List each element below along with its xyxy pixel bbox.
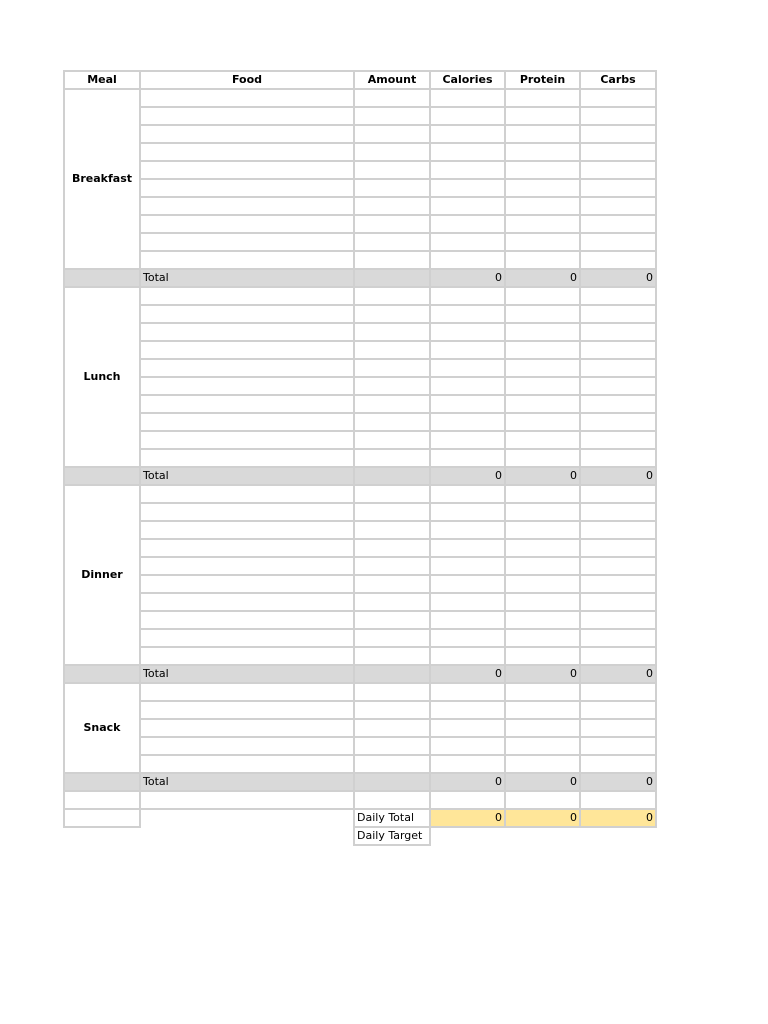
snack-amount-cell[interactable] (354, 737, 430, 755)
lunch-calories-cell[interactable] (430, 305, 505, 323)
lunch-food-cell[interactable] (140, 395, 354, 413)
breakfast-carbs-cell[interactable] (580, 251, 656, 269)
dinner-amount-cell[interactable] (354, 593, 430, 611)
dinner-calories-cell[interactable] (430, 647, 505, 665)
dinner-amount-cell[interactable] (354, 503, 430, 521)
lunch-protein-cell[interactable] (505, 305, 580, 323)
dinner-food-cell[interactable] (140, 629, 354, 647)
header-protein: Protein (505, 71, 580, 89)
lunch-amount-cell[interactable] (354, 431, 430, 449)
lunch-calories-cell[interactable] (430, 449, 505, 467)
dinner-food-cell[interactable] (140, 485, 354, 503)
lunch-amount-cell[interactable] (354, 377, 430, 395)
breakfast-carbs-cell[interactable] (580, 125, 656, 143)
dinner-calories-cell[interactable] (430, 485, 505, 503)
lunch-carbs-cell[interactable] (580, 377, 656, 395)
snack-protein-cell[interactable] (505, 719, 580, 737)
lunch-total-amount (354, 467, 430, 485)
header-row (64, 71, 656, 89)
dinner-total-amount (354, 665, 430, 683)
lunch-carbs-cell[interactable] (580, 413, 656, 431)
header-carbs: Carbs (580, 71, 656, 89)
dinner-carbs-cell[interactable] (580, 503, 656, 521)
header-food: Food (140, 71, 354, 89)
dinner-food-cell[interactable] (140, 521, 354, 539)
lunch-protein-cell[interactable] (505, 431, 580, 449)
lunch-amount-cell[interactable] (354, 323, 430, 341)
breakfast-entry-row (64, 161, 656, 179)
dinner-protein-cell[interactable] (505, 611, 580, 629)
dinner-carbs-cell[interactable] (580, 557, 656, 575)
lunch-entry-row (64, 323, 656, 341)
breakfast-food-cell[interactable] (140, 125, 354, 143)
breakfast-protein-cell[interactable] (505, 143, 580, 161)
lunch-total-protein: 0 (505, 467, 580, 485)
breakfast-amount-cell[interactable] (354, 143, 430, 161)
dinner-carbs-cell[interactable] (580, 647, 656, 665)
daily-total-calories: 0 (430, 809, 505, 827)
breakfast-carbs-cell[interactable] (580, 161, 656, 179)
lunch-protein-cell[interactable] (505, 323, 580, 341)
lunch-amount-cell[interactable] (354, 359, 430, 377)
daily-target-gap (430, 827, 505, 845)
daily-total-carbs: 0 (580, 809, 656, 827)
snack-entry-row (64, 737, 656, 755)
dinner-total-label: Total (140, 665, 354, 683)
snack-calories-cell[interactable] (430, 719, 505, 737)
snack-carbs-cell[interactable] (580, 719, 656, 737)
dinner-protein-cell[interactable] (505, 503, 580, 521)
breakfast-total-meal-cell (64, 269, 140, 287)
dinner-food-cell[interactable] (140, 647, 354, 665)
lunch-entry-row (64, 377, 656, 395)
breakfast-calories-cell[interactable] (430, 125, 505, 143)
dinner-entry-row (64, 521, 656, 539)
lunch-total-meal-cell (64, 467, 140, 485)
spacer-cell[interactable] (354, 791, 430, 809)
lunch-protein-cell[interactable] (505, 377, 580, 395)
header-amount: Amount (354, 71, 430, 89)
breakfast-protein-cell[interactable] (505, 197, 580, 215)
breakfast-total-carbs: 0 (580, 269, 656, 287)
dinner-food-cell[interactable] (140, 557, 354, 575)
breakfast-carbs-cell[interactable] (580, 89, 656, 107)
snack-total-protein: 0 (505, 773, 580, 791)
lunch-food-cell[interactable] (140, 341, 354, 359)
dinner-food-cell[interactable] (140, 503, 354, 521)
lunch-protein-cell[interactable] (505, 359, 580, 377)
dinner-entry-row (64, 485, 656, 503)
snack-carbs-cell[interactable] (580, 683, 656, 701)
dinner-total-carbs: 0 (580, 665, 656, 683)
spacer-cell[interactable] (505, 791, 580, 809)
snack-protein-cell[interactable] (505, 683, 580, 701)
breakfast-amount-cell[interactable] (354, 179, 430, 197)
dinner-amount-cell[interactable] (354, 575, 430, 593)
breakfast-entry-row (64, 179, 656, 197)
breakfast-total-protein: 0 (505, 269, 580, 287)
dinner-carbs-cell[interactable] (580, 593, 656, 611)
meal-planner-sheet (63, 70, 657, 846)
snack-carbs-cell[interactable] (580, 755, 656, 773)
lunch-calories-cell[interactable] (430, 395, 505, 413)
breakfast-protein-cell[interactable] (505, 179, 580, 197)
dinner-calories-cell[interactable] (430, 593, 505, 611)
lunch-meal-label: Lunch (64, 287, 140, 467)
breakfast-protein-cell[interactable] (505, 233, 580, 251)
snack-meal-label: Snack (64, 683, 140, 773)
dinner-calories-cell[interactable] (430, 503, 505, 521)
lunch-amount-cell[interactable] (354, 449, 430, 467)
breakfast-carbs-cell[interactable] (580, 179, 656, 197)
snack-carbs-cell[interactable] (580, 737, 656, 755)
lunch-food-cell[interactable] (140, 323, 354, 341)
dinner-total-meal-cell (64, 665, 140, 683)
lunch-food-cell[interactable] (140, 305, 354, 323)
dinner-amount-cell[interactable] (354, 485, 430, 503)
breakfast-amount-cell[interactable] (354, 197, 430, 215)
snack-total-amount (354, 773, 430, 791)
breakfast-entry-row (64, 107, 656, 125)
breakfast-amount-cell[interactable] (354, 125, 430, 143)
snack-entry-row (64, 701, 656, 719)
lunch-carbs-cell[interactable] (580, 287, 656, 305)
breakfast-food-cell[interactable] (140, 215, 354, 233)
lunch-food-cell[interactable] (140, 449, 354, 467)
dinner-total-row (64, 665, 656, 683)
breakfast-entry-row (64, 143, 656, 161)
lunch-carbs-cell[interactable] (580, 395, 656, 413)
lunch-entry-row (64, 359, 656, 377)
daily-total-blank-cell[interactable] (64, 809, 140, 827)
dinner-meal-label: Dinner (64, 485, 140, 665)
header-meal: Meal (64, 71, 140, 89)
snack-entry-row (64, 755, 656, 773)
breakfast-calories-cell[interactable] (430, 89, 505, 107)
breakfast-amount-cell[interactable] (354, 107, 430, 125)
snack-food-cell[interactable] (140, 683, 354, 701)
breakfast-amount-cell[interactable] (354, 89, 430, 107)
breakfast-food-cell[interactable] (140, 179, 354, 197)
snack-food-cell[interactable] (140, 755, 354, 773)
breakfast-amount-cell[interactable] (354, 215, 430, 233)
lunch-amount-cell[interactable] (354, 341, 430, 359)
dinner-protein-cell[interactable] (505, 629, 580, 647)
breakfast-calories-cell[interactable] (430, 107, 505, 125)
lunch-food-cell[interactable] (140, 431, 354, 449)
breakfast-entry-row (64, 233, 656, 251)
daily-target-gap-1 (64, 827, 140, 845)
lunch-total-carbs: 0 (580, 467, 656, 485)
dinner-calories-cell[interactable] (430, 539, 505, 557)
breakfast-calories-cell[interactable] (430, 143, 505, 161)
lunch-calories-cell[interactable] (430, 377, 505, 395)
dinner-carbs-cell[interactable] (580, 521, 656, 539)
snack-entry-row (64, 719, 656, 737)
spacer-cell[interactable] (64, 791, 140, 809)
lunch-amount-cell[interactable] (354, 287, 430, 305)
dinner-amount-cell[interactable] (354, 629, 430, 647)
dinner-calories-cell[interactable] (430, 611, 505, 629)
daily-total-protein: 0 (505, 809, 580, 827)
lunch-amount-cell[interactable] (354, 395, 430, 413)
dinner-entry-row (64, 629, 656, 647)
breakfast-food-cell[interactable] (140, 251, 354, 269)
breakfast-entry-row (64, 89, 656, 107)
snack-calories-cell[interactable] (430, 737, 505, 755)
lunch-entry-row (64, 413, 656, 431)
breakfast-meal-label: Breakfast (64, 89, 140, 269)
lunch-amount-cell[interactable] (354, 413, 430, 431)
dinner-protein-cell[interactable] (505, 575, 580, 593)
snack-protein-cell[interactable] (505, 701, 580, 719)
lunch-food-cell[interactable] (140, 359, 354, 377)
daily-target-gap (580, 827, 656, 845)
lunch-entry-row (64, 431, 656, 449)
snack-food-cell[interactable] (140, 701, 354, 719)
dinner-entry-row (64, 575, 656, 593)
dinner-calories-cell[interactable] (430, 557, 505, 575)
breakfast-total-calories: 0 (430, 269, 505, 287)
snack-carbs-cell[interactable] (580, 701, 656, 719)
lunch-carbs-cell[interactable] (580, 323, 656, 341)
lunch-food-cell[interactable] (140, 413, 354, 431)
breakfast-calories-cell[interactable] (430, 233, 505, 251)
snack-amount-cell[interactable] (354, 755, 430, 773)
breakfast-food-cell[interactable] (140, 197, 354, 215)
lunch-protein-cell[interactable] (505, 449, 580, 467)
breakfast-food-cell[interactable] (140, 143, 354, 161)
breakfast-amount-cell[interactable] (354, 251, 430, 269)
breakfast-protein-cell[interactable] (505, 107, 580, 125)
breakfast-protein-cell[interactable] (505, 251, 580, 269)
breakfast-protein-cell[interactable] (505, 161, 580, 179)
breakfast-amount-cell[interactable] (354, 161, 430, 179)
lunch-total-calories: 0 (430, 467, 505, 485)
lunch-amount-cell[interactable] (354, 305, 430, 323)
dinner-food-cell[interactable] (140, 575, 354, 593)
snack-total-row (64, 773, 656, 791)
lunch-entry-row (64, 305, 656, 323)
dinner-food-cell[interactable] (140, 539, 354, 557)
lunch-carbs-cell[interactable] (580, 359, 656, 377)
daily-target-gap (505, 827, 580, 845)
breakfast-calories-cell[interactable] (430, 179, 505, 197)
lunch-entry-row (64, 449, 656, 467)
breakfast-calories-cell[interactable] (430, 251, 505, 269)
spacer-cell[interactable] (430, 791, 505, 809)
daily-target-gap-2 (140, 827, 354, 845)
lunch-total-row (64, 467, 656, 485)
dinner-entry-row (64, 611, 656, 629)
dinner-food-cell[interactable] (140, 593, 354, 611)
breakfast-calories-cell[interactable] (430, 197, 505, 215)
dinner-entry-row (64, 647, 656, 665)
breakfast-carbs-cell[interactable] (580, 215, 656, 233)
lunch-protein-cell[interactable] (505, 413, 580, 431)
daily-total-label: Daily Total (354, 809, 430, 827)
dinner-protein-cell[interactable] (505, 557, 580, 575)
dinner-calories-cell[interactable] (430, 629, 505, 647)
header-calories: Calories (430, 71, 505, 89)
breakfast-entry-row (64, 215, 656, 233)
breakfast-total-row (64, 269, 656, 287)
snack-total-calories: 0 (430, 773, 505, 791)
snack-total-meal-cell (64, 773, 140, 791)
breakfast-carbs-cell[interactable] (580, 233, 656, 251)
daily-target-label: Daily Target (354, 827, 430, 845)
snack-food-cell[interactable] (140, 737, 354, 755)
snack-amount-cell[interactable] (354, 683, 430, 701)
lunch-carbs-cell[interactable] (580, 449, 656, 467)
spacer-cell[interactable] (580, 791, 656, 809)
breakfast-amount-cell[interactable] (354, 233, 430, 251)
lunch-protein-cell[interactable] (505, 395, 580, 413)
snack-total-carbs: 0 (580, 773, 656, 791)
breakfast-carbs-cell[interactable] (580, 107, 656, 125)
dinner-amount-cell[interactable] (354, 647, 430, 665)
daily-total-gap (140, 809, 354, 827)
dinner-amount-cell[interactable] (354, 539, 430, 557)
dinner-total-protein: 0 (505, 665, 580, 683)
snack-calories-cell[interactable] (430, 683, 505, 701)
lunch-calories-cell[interactable] (430, 431, 505, 449)
dinner-carbs-cell[interactable] (580, 539, 656, 557)
dinner-entry-row (64, 539, 656, 557)
dinner-food-cell[interactable] (140, 611, 354, 629)
lunch-calories-cell[interactable] (430, 323, 505, 341)
daily-target-row (64, 827, 656, 845)
lunch-entry-row (64, 341, 656, 359)
breakfast-food-cell[interactable] (140, 233, 354, 251)
dinner-carbs-cell[interactable] (580, 485, 656, 503)
dinner-total-calories: 0 (430, 665, 505, 683)
dinner-carbs-cell[interactable] (580, 611, 656, 629)
spacer-cell[interactable] (140, 791, 354, 809)
dinner-protein-cell[interactable] (505, 521, 580, 539)
lunch-entry-row (64, 287, 656, 305)
breakfast-food-cell[interactable] (140, 107, 354, 125)
meal-table (63, 70, 657, 846)
dinner-carbs-cell[interactable] (580, 575, 656, 593)
lunch-entry-row (64, 395, 656, 413)
breakfast-carbs-cell[interactable] (580, 197, 656, 215)
dinner-entry-row (64, 593, 656, 611)
breakfast-food-cell[interactable] (140, 161, 354, 179)
dinner-protein-cell[interactable] (505, 485, 580, 503)
snack-calories-cell[interactable] (430, 701, 505, 719)
lunch-food-cell[interactable] (140, 377, 354, 395)
lunch-calories-cell[interactable] (430, 413, 505, 431)
snack-protein-cell[interactable] (505, 755, 580, 773)
dinner-entry-row (64, 557, 656, 575)
dinner-entry-row (64, 503, 656, 521)
lunch-carbs-cell[interactable] (580, 341, 656, 359)
lunch-carbs-cell[interactable] (580, 305, 656, 323)
breakfast-total-label: Total (140, 269, 354, 287)
breakfast-protein-cell[interactable] (505, 125, 580, 143)
dinner-calories-cell[interactable] (430, 521, 505, 539)
breakfast-entry-row (64, 251, 656, 269)
snack-total-label: Total (140, 773, 354, 791)
breakfast-entry-row (64, 125, 656, 143)
lunch-food-cell[interactable] (140, 287, 354, 305)
lunch-carbs-cell[interactable] (580, 431, 656, 449)
snack-calories-cell[interactable] (430, 755, 505, 773)
dinner-protein-cell[interactable] (505, 539, 580, 557)
breakfast-total-amount (354, 269, 430, 287)
breakfast-protein-cell[interactable] (505, 215, 580, 233)
breakfast-calories-cell[interactable] (430, 161, 505, 179)
dinner-calories-cell[interactable] (430, 575, 505, 593)
snack-amount-cell[interactable] (354, 701, 430, 719)
breakfast-food-cell[interactable] (140, 89, 354, 107)
spacer-row (64, 791, 656, 809)
dinner-amount-cell[interactable] (354, 557, 430, 575)
lunch-protein-cell[interactable] (505, 341, 580, 359)
lunch-calories-cell[interactable] (430, 287, 505, 305)
lunch-protein-cell[interactable] (505, 287, 580, 305)
snack-amount-cell[interactable] (354, 719, 430, 737)
breakfast-carbs-cell[interactable] (580, 143, 656, 161)
daily-total-row (64, 809, 656, 827)
snack-food-cell[interactable] (140, 719, 354, 737)
snack-entry-row (64, 683, 656, 701)
breakfast-calories-cell[interactable] (430, 215, 505, 233)
lunch-calories-cell[interactable] (430, 359, 505, 377)
breakfast-entry-row (64, 197, 656, 215)
dinner-amount-cell[interactable] (354, 521, 430, 539)
dinner-carbs-cell[interactable] (580, 629, 656, 647)
snack-protein-cell[interactable] (505, 737, 580, 755)
lunch-total-label: Total (140, 467, 354, 485)
dinner-protein-cell[interactable] (505, 647, 580, 665)
breakfast-protein-cell[interactable] (505, 89, 580, 107)
lunch-calories-cell[interactable] (430, 341, 505, 359)
dinner-amount-cell[interactable] (354, 611, 430, 629)
dinner-protein-cell[interactable] (505, 593, 580, 611)
